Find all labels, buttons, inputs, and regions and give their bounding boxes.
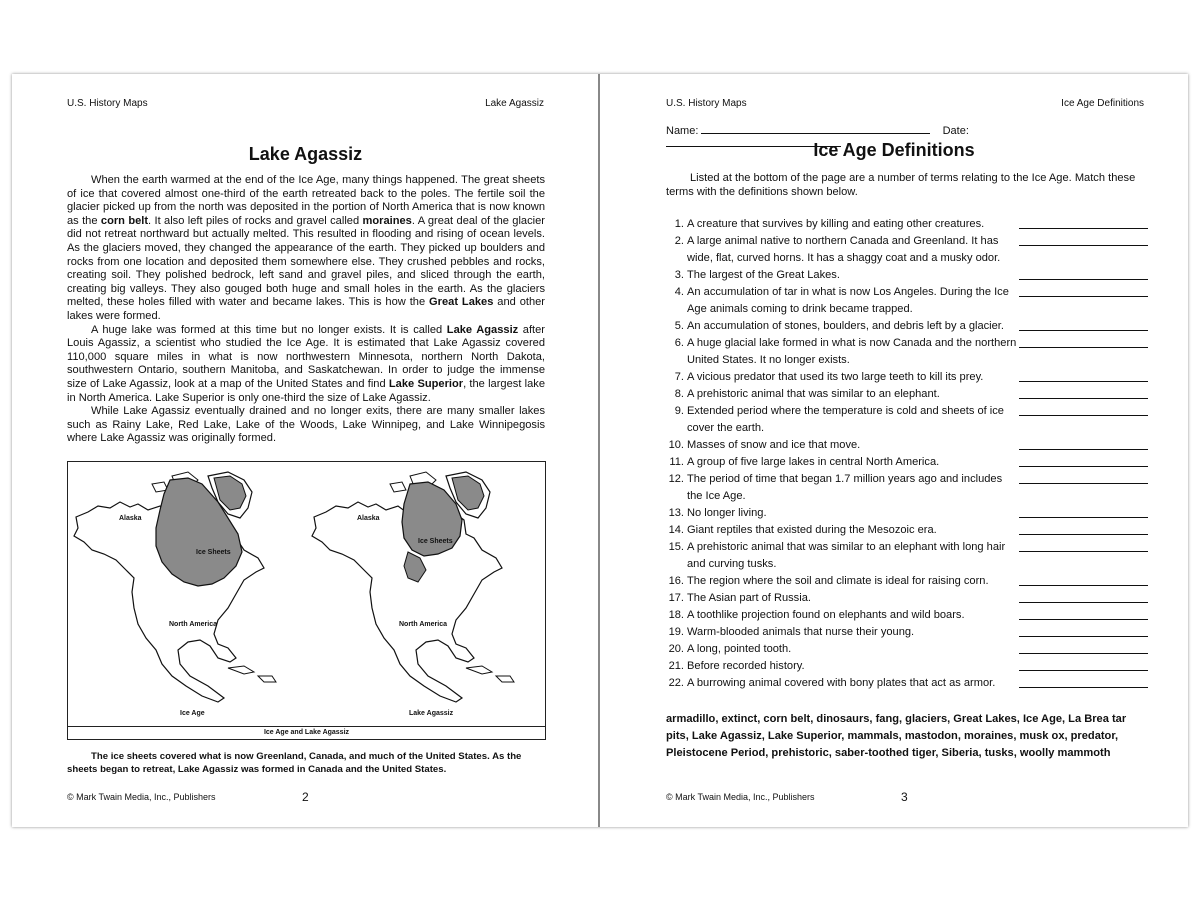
- lake-agassiz: [404, 552, 426, 582]
- definition-number: 16.: [668, 575, 684, 587]
- map-label-lake-agassiz: Lake Agassiz: [409, 710, 454, 717]
- answer-blank[interactable]: [1019, 636, 1148, 637]
- text-run: A huge lake was formed at this time but no longer exists. It is called: [91, 323, 447, 336]
- answer-blank[interactable]: [1019, 449, 1148, 450]
- definition-text: A group of five large lakes in central North America.: [687, 456, 940, 468]
- definition-item: [666, 284, 1148, 301]
- definition-item: [666, 522, 1148, 539]
- footer-copyright: © Mark Twain Media, Inc., Publishers: [67, 792, 216, 802]
- definition-item: [666, 607, 1148, 624]
- answer-blank[interactable]: [1019, 330, 1148, 331]
- running-head-right: Ice Age Definitions: [1061, 98, 1144, 109]
- definition-text: An accumulation of stones, boulders, and debris left by a glacier.: [687, 320, 1004, 332]
- definition-number: 7.: [674, 371, 684, 383]
- page-title: Ice Age Definitions: [813, 140, 975, 160]
- lake-agassiz-map: [306, 462, 544, 726]
- bold-term: Lake Superior: [388, 377, 464, 390]
- answer-blank[interactable]: [1019, 534, 1148, 535]
- text-run: after Louis Agassiz, a scientist who studied the Ice Age. It is estimated that Lake Agassiz covered 110,000 square miles in what is now northwestern Minnesota, northern North Dakota, southwestern Ontario, southern Manitoba, and Saskatchewan. In order to judge the immense size of Lake Agassiz, look at a map of the United States and find: [67, 323, 546, 390]
- map-figure: [67, 461, 546, 740]
- definition-number: 5.: [674, 320, 684, 332]
- answer-blank[interactable]: [1019, 483, 1148, 484]
- definition-item: [666, 658, 1148, 675]
- definition-item: [666, 420, 1148, 437]
- definition-item: [666, 641, 1148, 658]
- definition-item: [666, 352, 1148, 369]
- definition-number: 13.: [668, 507, 684, 519]
- definition-item: [666, 454, 1148, 471]
- definition-text: An accumulation of tar in what is now Los Angeles. During the Ice: [687, 286, 1009, 298]
- answer-blank[interactable]: [1019, 602, 1148, 603]
- answer-blank[interactable]: [1019, 466, 1148, 467]
- definition-number: 10.: [668, 439, 684, 451]
- definition-number: 11.: [669, 456, 684, 468]
- footer-copyright: © Mark Twain Media, Inc., Publishers: [666, 792, 815, 802]
- definition-item: [666, 624, 1148, 641]
- definition-number: 15.: [668, 541, 684, 553]
- definition-number: 1.: [674, 218, 684, 230]
- definition-text: A toothlike projection found on elephants and wild boars.: [687, 609, 965, 621]
- map-label-north-america: North America: [169, 621, 217, 628]
- definition-text: A vicious predator that used its two large teeth to kill its prey.: [687, 371, 984, 383]
- map-label-ice-age: Ice Age: [180, 710, 205, 717]
- map-label-ice-sheets: Ice Sheets: [418, 538, 453, 545]
- answer-blank[interactable]: [1019, 653, 1148, 654]
- text-run: , the largest lake in North America. Lake Superior is only one-third the size of Lake Agassiz.: [67, 377, 546, 404]
- definition-number: 2.: [674, 235, 684, 247]
- definition-text: A prehistoric animal that was similar to an elephant with long hair: [687, 541, 1006, 553]
- definition-text: The region where the soil and climate is ideal for raising corn.: [687, 575, 989, 587]
- definition-number: 14.: [668, 524, 684, 536]
- book-spread: [12, 74, 1188, 827]
- text-run: and other lakes were formed.: [67, 296, 546, 322]
- running-head-left: U.S. History Maps: [666, 98, 747, 109]
- definition-text: A long, pointed tooth.: [687, 643, 792, 655]
- definition-text: United States. It no longer exists.: [687, 354, 850, 366]
- definition-item: [666, 556, 1148, 573]
- definition-item: [666, 318, 1148, 335]
- definition-text: A creature that survives by killing and eating other creatures.: [687, 218, 985, 230]
- answer-blank[interactable]: [1019, 670, 1148, 671]
- caribbean-islands: [466, 666, 514, 682]
- map-label-north-america: North America: [399, 621, 447, 628]
- definition-number: 8.: [674, 388, 684, 400]
- body-paragraph: [67, 324, 545, 406]
- definition-text: A huge glacial lake formed in what is now Canada and the northern: [687, 337, 1017, 349]
- definition-item: [666, 250, 1148, 267]
- definition-number: 20.: [668, 643, 684, 655]
- definition-number: 17.: [668, 592, 684, 604]
- bold-term: corn belt: [100, 214, 149, 227]
- body-text: [67, 174, 545, 446]
- definition-text: No longer living.: [687, 507, 767, 519]
- answer-blank[interactable]: [1019, 381, 1148, 382]
- definition-text: The largest of the Great Lakes.: [687, 269, 840, 281]
- definition-item: [666, 301, 1148, 318]
- caribbean-islands: [228, 666, 276, 682]
- definition-text: Masses of snow and ice that move.: [687, 439, 861, 451]
- definition-text: Giant reptiles that existed during the Mesozoic era.: [687, 524, 937, 536]
- answer-blank[interactable]: [1019, 687, 1148, 688]
- instructions: [666, 172, 1147, 199]
- bold-term: Great Lakes: [429, 296, 494, 309]
- answer-blank[interactable]: [1019, 551, 1148, 552]
- answer-blank[interactable]: [1019, 517, 1148, 518]
- definition-text: A large animal native to northern Canada and Greenland. It has: [687, 235, 999, 247]
- bold-term: moraines: [362, 214, 412, 227]
- definition-number: 4.: [674, 286, 684, 298]
- definition-text: The period of time that began 1.7 million years ago and includes: [687, 473, 1003, 485]
- answer-blank[interactable]: [1019, 279, 1148, 280]
- text-run: . It also left piles of rocks and gravel called: [148, 214, 363, 227]
- name-field[interactable]: [701, 124, 930, 134]
- answer-blank[interactable]: [1019, 347, 1148, 348]
- definition-text: A prehistoric animal that was similar to an elephant.: [687, 388, 940, 400]
- map-caption: The ice sheets covered what is now Greenland, Canada, and much of the United States. As the sheets began to retreat, Lake Agassiz was formed in Canada and the United States.: [67, 751, 522, 775]
- definition-number: 9.: [674, 405, 684, 417]
- text-run: . A great deal of the glacier did not retreat northward but actually melted. This resulted in flooding and rising of ocean levels. As the glaciers moved, they changed the appearance of the earth. They picked up boulders and rocks from one location and deposited them somewhere else. They crushed pebbles and rocks, creating soil. They polished bedrock, left sand and gravel piles, and sliced through the earth, creating big valleys. They also gouged both huge and small holes in the earth. As the glaciers melted, these holes filled with water and became lakes. This is how the: [67, 214, 545, 309]
- definition-text: Before recorded history.: [687, 660, 805, 672]
- definition-text: Extended period where the temperature is cold and sheets of ice: [687, 405, 1004, 417]
- definition-item: [666, 471, 1148, 488]
- left-page: [12, 74, 599, 827]
- map-caption-strip: Ice Age and Lake Agassiz: [68, 726, 545, 739]
- definition-item: [666, 233, 1148, 250]
- map-label-alaska: Alaska: [357, 515, 380, 522]
- answer-blank[interactable]: [1019, 398, 1148, 399]
- running-head-right: Lake Agassiz: [485, 98, 544, 109]
- definition-text: wide, flat, curved horns. It has a shaggy coat and a musky odor.: [687, 252, 1001, 264]
- definition-item: [666, 590, 1148, 607]
- definition-text: cover the earth.: [687, 422, 765, 434]
- definition-number: 3.: [674, 269, 684, 281]
- definition-text: and curving tusks.: [687, 558, 777, 570]
- definition-item: [666, 675, 1148, 692]
- definition-text: The Asian part of Russia.: [687, 592, 811, 604]
- page-number: 3: [901, 790, 908, 804]
- answer-blank[interactable]: [1019, 296, 1148, 297]
- definition-number: 19.: [668, 626, 684, 638]
- answer-blank[interactable]: [1019, 415, 1148, 416]
- bold-term: Lake Agassiz: [446, 323, 519, 336]
- definition-item: [666, 386, 1148, 403]
- definition-item: [666, 403, 1148, 420]
- text-run: When the earth warmed at the end of the Ice Age, many things happened. The great sheets of ice that covered almost one-third of the earth retreated back to the poles. The fertile soil the glacier picked up from the north was deposited in the portion of North America that is now known as the: [67, 174, 545, 227]
- definition-item: [666, 573, 1148, 590]
- definition-item: [666, 539, 1148, 556]
- answer-blank[interactable]: [1019, 585, 1148, 586]
- map-label-ice-sheets: Ice Sheets: [196, 549, 231, 556]
- answer-blank[interactable]: [1019, 228, 1148, 229]
- instructions-text: Listed at the bottom of the page are a number of terms relating to the Ice Age. Match these terms with the definitions shown below.: [666, 172, 1136, 198]
- definition-item: [666, 488, 1148, 505]
- definition-item: [666, 505, 1148, 522]
- definitions-list: [666, 216, 1148, 692]
- body-paragraph: [67, 174, 545, 324]
- definition-item: [666, 369, 1148, 386]
- definition-text: Warm-blooded animals that nurse their young.: [687, 626, 915, 638]
- word-bank: armadillo, extinct, corn belt, dinosaurs, fang, glaciers, Great Lakes, Ice Age, La Brea tar pits, Lake Agassiz, Lake Superior, mammals, mastodon, moraines, musk ox, predator, Pleistocene Period, prehistoric, saber-toothed tiger, Siberia, tusks, woolly mammoth: [666, 713, 1127, 759]
- definition-number: 18.: [668, 609, 684, 621]
- answer-blank[interactable]: [1019, 619, 1148, 620]
- definition-text: the Ice Age.: [687, 490, 746, 502]
- answer-blank[interactable]: [1019, 245, 1148, 246]
- definition-number: 21.: [668, 660, 684, 672]
- running-head-left: U.S. History Maps: [67, 98, 148, 109]
- definition-item: [666, 216, 1148, 233]
- name-label: Name:: [666, 125, 699, 137]
- definition-number: 6.: [674, 337, 684, 349]
- date-label: Date:: [942, 125, 969, 137]
- definition-number: 22.: [668, 677, 684, 689]
- page-title: Lake Agassiz: [248, 144, 363, 164]
- definition-text: A burrowing animal covered with bony plates that act as armor.: [687, 677, 996, 689]
- definition-number: 12.: [668, 473, 684, 485]
- page-number: 2: [302, 790, 309, 804]
- definition-text: Age animals coming to drink became trapped.: [687, 303, 913, 315]
- map-label-alaska: Alaska: [119, 515, 142, 522]
- right-page: [600, 74, 1188, 827]
- definition-item: [666, 335, 1148, 352]
- body-paragraph: [67, 405, 545, 446]
- ice-age-map: [68, 462, 306, 726]
- definition-item: [666, 267, 1148, 284]
- definition-item: [666, 437, 1148, 454]
- text-run: While Lake Agassiz eventually drained and no longer exits, there are many smaller lakes such as Rainy Lake, Red Lake, Lake of the Woods, Lake Winnipeg, and Lake Winnipegosis where Lake Agassiz was originally formed.: [67, 405, 545, 445]
